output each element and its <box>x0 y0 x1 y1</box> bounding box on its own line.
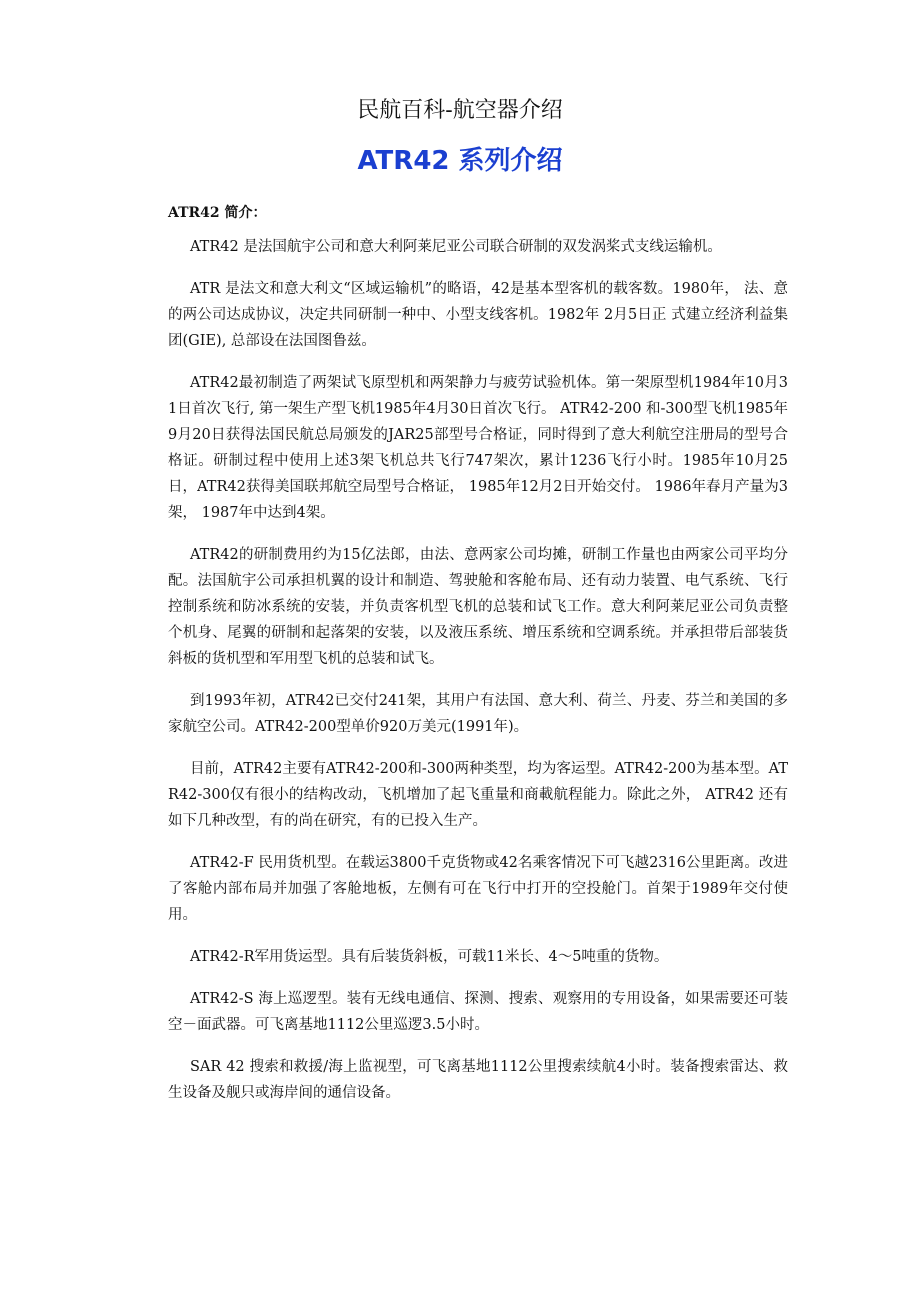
document-title: ATR42 系列介绍 <box>357 146 563 176</box>
paragraph-variants: 目前，ATR42主要有ATR42-200和-300两种类型，均为客运型。ATR42-200为基本型。ATR42-300仅有很小的结构改动，飞机增加了起飞重量和商載航程能力。除此之外， ATR42 还有如下几种改型，有的尚在研究，有的已投入生产。 <box>168 761 788 829</box>
paragraph-atr42-r: ATR42-R军用货运型。具有后装货斜板，可载11米长、4～5吨重的货物。 <box>190 949 669 965</box>
document-body <box>168 202 788 1122</box>
paragraph-cost-sharing: ATR42的研制费用约为15亿法郎，由法、意两家公司均摊，研制工作量也由两家公司平均分配。法国航宇公司承担机翼的设计和制造、驾驶舱和客舱布局、还有动力装置、电气系统、飞行控制系统和防冰系统的安装，并负责客机型飞机的总装和试飞工作。意大利阿莱尼亚公司负责整个机身、尾翼的研制和起落架的安装，以及液压系统、增压系统和空调系统。并承担带后部装货斜板的货机型和军用型飞机的总装和试飞。 <box>168 547 788 667</box>
paragraph-atr42-s: ATR42-S 海上巡逻型。装有无线电通信、探测、搜索、观察用的专用设备，如果需要还可装空－面武器。可飞离基地1112公里巡逻3.5小时。 <box>168 991 788 1033</box>
section-heading: ATR42 简介： <box>168 205 267 221</box>
paragraph-development: ATR42最初制造了两架试飞原型机和两架静力与疲劳试验机体。第一架原型机1984年10月31日首次飞行, 第一架生产型飞机1985年4月30日首次飞行。 ATR42-200 和-300型飞机1985年9月20日获得法国民航总局颁发的JAR25部型号合格证，同时得到了意大利航空注册局的型号合格证。研制过程中使用上述3架飞机总共飞行747架次，累计1236飞行小时。1985年10月25日，ATR42获得美国联邦航空局型号合格证， 1985年12月2日开始交付。 1986年春月产量为3架， 1987年中达到4架。 <box>168 375 789 521</box>
document-supertitle: 民航百科-航空器介绍 <box>357 98 563 123</box>
paragraph-sar42: SAR 42 搜索和救援/海上监视型，可飞离基地1112公里搜索续航4小时。装备搜索雷达、救生设备及舰只或海岸间的通信设备。 <box>168 1059 788 1101</box>
paragraph-deliveries: 到1993年初，ATR42已交付241架，其用户有法国、意大利、荷兰、丹麦、芬兰和美国的多家航空公司。ATR42-200型单价920万美元(1991年)。 <box>168 693 788 735</box>
paragraph-name-origin: ATR 是法文和意大利文“区域运输机”的略语，42是基本型客机的载客数。1980年， 法、意的两公司达成协议，决定共同研制一种中、小型支线客机。1982年 2月5日正 式建立经济利益集团(GIE), 总部设在法国图鲁兹。 <box>168 281 788 349</box>
paragraph-atr42-f: ATR42-F 民用货机型。在载运3800千克货物或42名乘客情况下可飞越2316公里距离。改进了客舱内部布局并加强了客舱地板，左侧有可在飞行中打开的空投舱门。首架于1989年交付使用。 <box>168 855 788 923</box>
paragraph-intro: ATR42 是法国航宇公司和意大利阿莱尼亚公司联合研制的双发涡桨式支线运输机。 <box>190 239 722 255</box>
